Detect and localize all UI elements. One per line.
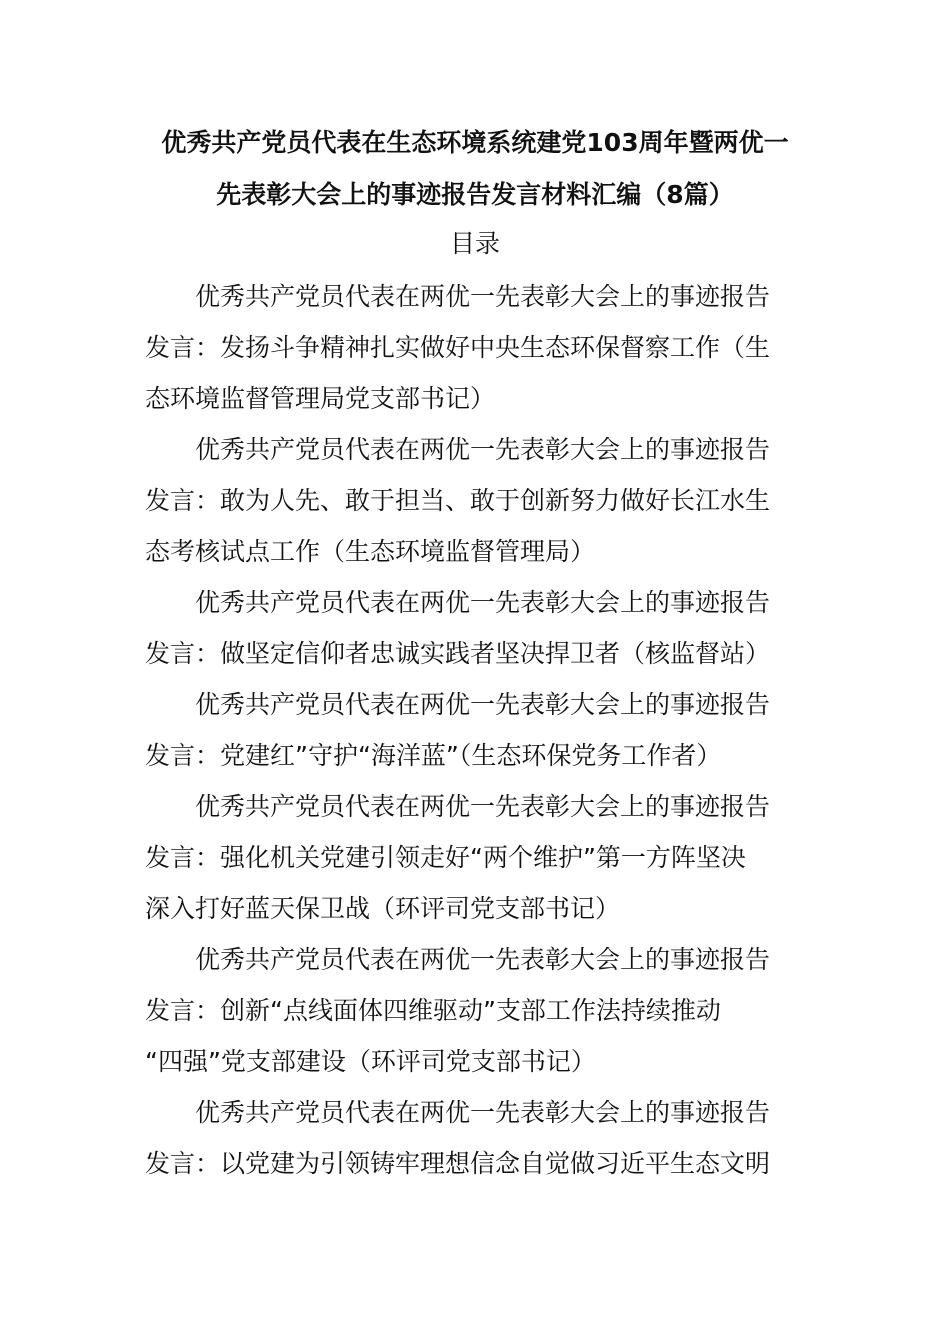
toc-entry	[145, 271, 815, 424]
table-of-contents	[145, 271, 815, 1189]
toc-entry-line: 发言：做坚定信仰者忠诚实践者坚决捍卫者（核监督站）	[145, 639, 771, 668]
toc-entry	[145, 679, 815, 781]
toc-entry	[145, 424, 815, 577]
toc-entry-line: 优秀共产党员代表在两优一先表彰大会上的事迹报告	[195, 792, 771, 821]
toc-entry-line: 发言：以党建为引领铸牢理想信念自觉做习近平生态文明	[145, 1149, 771, 1178]
toc-entry	[145, 934, 815, 1087]
toc-entry-line: 优秀共产党员代表在两优一先表彰大会上的事迹报告	[195, 282, 771, 311]
toc-entry-line: 发言：强化机关党建引领走好“两个维护”第一方阵坚决	[145, 843, 746, 872]
toc-entry-line: 优秀共产党员代表在两优一先表彰大会上的事迹报告	[195, 588, 771, 617]
toc-entry-line: 深入打好蓝天保卫战（环评司党支部书记）	[145, 894, 621, 923]
toc-entry	[145, 577, 815, 679]
toc-entry-line: “四强”党支部建设（环评司党支部书记）	[145, 1047, 596, 1076]
toc-entry-line: 发言：创新“点线面体四维驱动”支部工作法持续推动	[145, 996, 721, 1025]
toc-entry-line: 优秀共产党员代表在两优一先表彰大会上的事迹报告	[195, 435, 771, 464]
toc-heading: 目录	[449, 229, 500, 258]
toc-entry-line: 发言：发扬斗争精神扎实做好中央生态环保督察工作（生	[145, 333, 771, 362]
toc-entry	[145, 1087, 815, 1189]
toc-entry-line: 优秀共产党员代表在两优一先表彰大会上的事迹报告	[195, 1098, 771, 1127]
title-line-2: 先表彰大会上的事迹报告发言材料汇编（8篇）	[216, 180, 734, 209]
toc-entry-line: 态考核试点工作（生态环境监督管理局）	[145, 537, 596, 566]
document-title	[140, 117, 810, 221]
toc-entry-line: 优秀共产党员代表在两优一先表彰大会上的事迹报告	[195, 690, 771, 719]
toc-entry-line: 优秀共产党员代表在两优一先表彰大会上的事迹报告	[195, 945, 771, 974]
toc-entry-line: 态环境监督管理局党支部书记）	[145, 384, 496, 413]
toc-entry-line: 发言：敢为人先、敢于担当、敢于创新努力做好长江水生	[145, 486, 771, 515]
toc-entry	[145, 781, 815, 934]
title-line-1: 优秀共产党员代表在生态环境系统建党103周年暨两优一	[161, 128, 789, 157]
toc-entry-line: 发言：党建红”守护“海洋蓝”（生态环保党务工作者）	[145, 741, 722, 770]
